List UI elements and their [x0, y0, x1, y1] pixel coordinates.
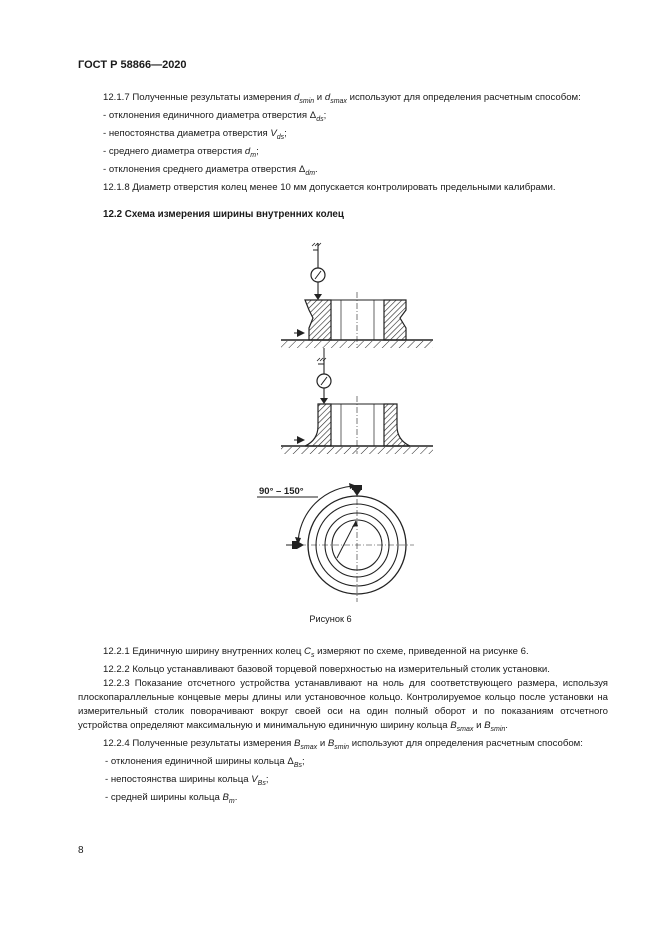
paragraph-12-1-8: 12.1.8 Диаметр отверстия колец менее 10 мм допускается контролировать предельными калибрами.: [103, 181, 556, 193]
support-marker-icon: [286, 541, 304, 549]
list-item: - отклонения единичного диаметра отверстия $\Delta_{ds}$;: [103, 109, 327, 123]
list-item: - непостоянства диаметра отверстия $V_{ds}$;: [103, 127, 287, 141]
paragraph-12-2-3: 12.2.3 Показание отсчетного устройства устанавливают на ноль для соответствующего размера, используя плоскопараллельные концевые меры длины или установочное кольцо. Контролируемое кольцо после установки на измерительный столик поворачивают вокруг своей оси на один полный оборот и по показаниям отсчетного устройства определяют максимальную и минимальную единичную ширину кольца $B_{smax}$ и $B_{smin}$.: [78, 677, 608, 733]
paragraph-12-2-2: 12.2.2 Кольцо устанавливают базовой торцевой поверхностью на измерительный столик установки.: [103, 663, 550, 675]
dial-gauge-icon: [317, 374, 331, 388]
angle-label: 90° – 150°: [259, 486, 304, 497]
measurement-setup-1: [281, 243, 433, 348]
section-title: 12.2 Схема измерения ширины внутренних колец: [103, 209, 344, 220]
paragraph-12-2-1: 12.2.1 Единичную ширину внутренних колец $C_s$ измеряют по схеме, приведенной на рисунке 6.: [103, 646, 529, 659]
side-support-icon: [294, 329, 305, 337]
bottom-text-block: [78, 645, 608, 808]
ring-top-view: [257, 483, 414, 602]
dial-gauge-icon: [311, 268, 325, 282]
list-item: - средней ширины кольца $B_m$.: [105, 791, 238, 805]
paragraph-12-1-7: 12.1.7 Полученные результаты измерения $d_{smin}$ и $d_{smax}$ используют для определения расчетным способом:: [103, 92, 581, 105]
list-item: - отклонения единичной ширины кольца $\Delta_{Bs}$;: [105, 755, 305, 769]
list-item: - непостоянства ширины кольца $V_{Bs}$;: [105, 773, 269, 787]
page-number: 8: [78, 845, 84, 856]
paragraph-12-2-4: 12.2.4 Полученные результаты измерения $B_{smax}$ и $B_{smin}$ используют для определения расчетным способом:: [103, 737, 583, 751]
measurement-setup-2: [281, 348, 433, 454]
list-item: - среднего диаметра отверстия $d_m$;: [103, 145, 259, 159]
standard-header: ГОСТ Р 58866—2020: [78, 59, 187, 71]
list-item: - отклонения среднего диаметра отверстия $\Delta_{dm}$.: [103, 163, 318, 177]
side-support-icon: [294, 436, 305, 444]
figure-caption: Рисунок 6: [309, 614, 352, 624]
